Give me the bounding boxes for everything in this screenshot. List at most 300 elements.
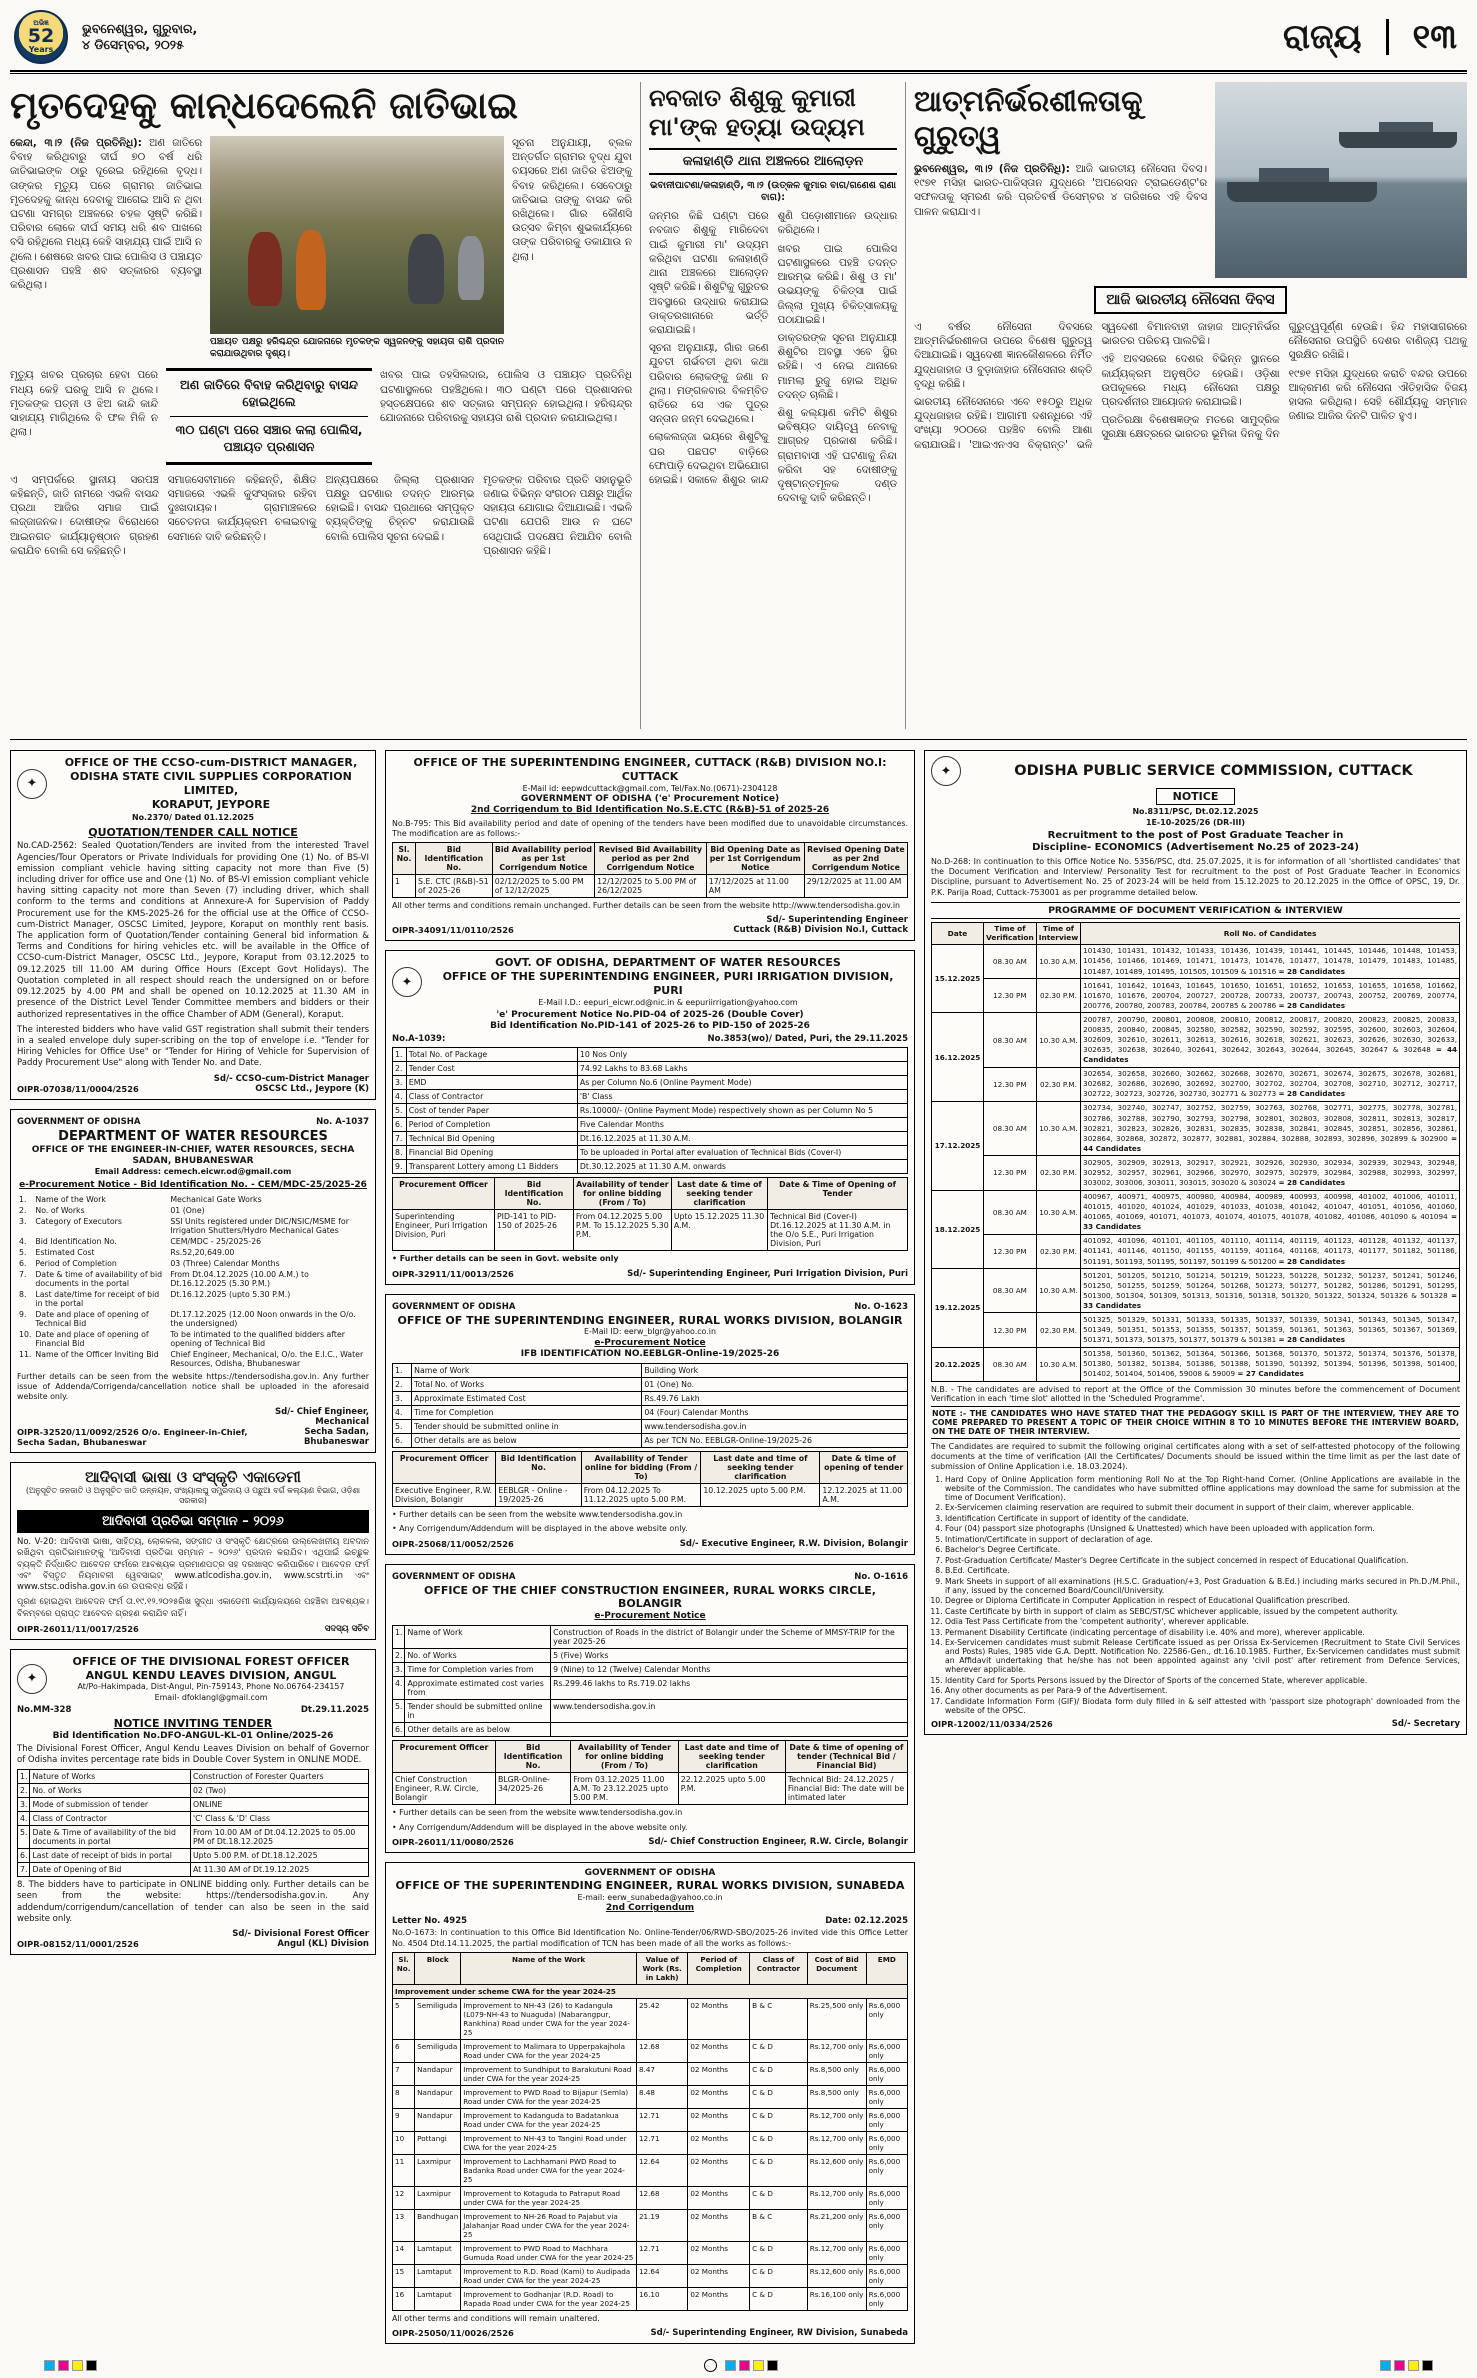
notice-opsc [924,750,1467,1734]
table-row: 10. Date and place of opening of Financial Bid To be intimated to the qualified bidders after opening of Technical Bid [19,1329,345,1348]
article1-column-4: ଖବର ପାଇ ତହସିଲଦାର, ପୋଲିସ ଓ ପଞ୍ଚାୟତ ପ୍ରତିନିଧି ଘଟଣାସ୍ଥଳରେ ପହଞ୍ଚିଥିଲେ। ୩୦ ଘଣ୍ଟା ପରେ ପ୍ରଶାସନର ହସ୍ତକ୍ଷେପରେ ଶବ ସତ୍କାର ସମ୍ପନ୍ନ ହୋଇଥିଲା। ହରିଶ୍ଚନ୍ଦ୍ର ଯୋଜନାରେ ପରିବାରକୁ ସହାୟତା ରାଶି ପ୍ରଦାନ କରାଯାଇଥିଲା। [380,369,632,424]
sunabeda-date: Date: 02.12.2025 [825,1916,908,1927]
opsc-title: ODISHA PUBLIC SERVICE COMMISSION, CUTTACK [1014,762,1413,779]
ccso-office-line1: OFFICE OF THE CCSO-cum-DISTRICT MANAGER, [64,756,358,770]
text-item: ଏ ସମ୍ପର୍କରେ ସ୍ଥାନୀୟ ସରପଞ୍ଚ କହିଛନ୍ତି, ଜାତି ନାମରେ ଏଭଳି ବାସନ୍ଦ ପ୍ରଥା ଆଜିର ସମାଜ ପାଇଁ ଲଜ୍ଜାଜନକ। ଦୋଷୀଙ୍କ ବିରୋଧରେ ଆଇନଗତ କାର୍ଯ୍ୟାନୁଷ୍ଠାନ ଗ୍ରହଣ କରାଯିବ ବୋଲି ସେ କହିଛନ୍ତି। [10,473,159,557]
puri-title2: Bid Identification No.PID-141 of 2025-26 to PID-150 of 2025-26 [490,1021,810,1032]
eic-signature: Sd/- Chief Engineer, Mechanical Secha Sadan, Bhubaneswar [274,1406,369,1447]
notice-sunabeda-corrigendum [385,1862,915,2344]
registration-color-square [725,2360,736,2371]
table-row: 4. Class of Contractor 'B' Class [393,1090,908,1104]
table-row: Improvement under scheme CWA for the year 2024-25 [393,1985,908,1999]
notice-eic-water-resources [10,1109,376,1453]
print-registration-marks [10,2359,1467,2372]
text-item: ଜନ୍ମର କିଛି ଘଣ୍ଟା ପରେ ନବଜାତ ଶିଶୁକୁ ମାରିଦେବା ପାଇଁ କୁମାରୀ ମା' ଉଦ୍ୟମ କରିଥିବା ଘଟଣା କଳାହାଣ୍ଡି ଥାନା ଅଞ୍ଚଳରେ ଆଲୋଡ଼ନ ସୃଷ୍ଟି କରିଛି। ଶିଶୁଟିକୁ ଗୁରୁତର ଅବସ୍ଥାରେ ଉଦ୍ଧାର କରାଯାଇ ଡାକ୍ତରଖାନାରେ ଭର୍ତ୍ତି କରାଯାଇଛି। [649,210,769,336]
opsc-oipr: OIPR-12002/11/0334/2526 [931,1718,1053,1729]
masthead-rule [10,70,1467,74]
table-row: 1. Name of the Work Mechanical Gate Works [19,1194,262,1204]
news-section [10,82,1467,740]
programme-row: 12.30 PM 02.30 P.M. 302905, 302909, 302913, 302917, 302921, 302926, 302930, 302934, 302939, 302943, 302948, 302952, 302957, 302961, 302966, 302970, 302975, 302979, 302984, 302988, 302993, 302997, 303002, 303006, 303011, 303015, 303020 & 303024 = 28 Candidates [932,1156,1460,1190]
opsc-docs-intro: The Candidates are required to submit the following original certificates along with a set of self-attested photocopy of the following documents at the time of verification (All the Certificates/ Documents should be issued within the time limit as per the last date of submission of Online Application i.e. 18.03.2024). [931,1441,1460,1472]
cuttack-outro: All other terms and conditions remain unchanged. Further details can be seen from the website http://www.tendersodisha.gov.in [392,901,901,911]
programme-row: 20.12.2025 08.30 AM 10.30 A.M. 501358, 501360, 501362, 501364, 501366, 501368, 501370, 501372, 501374, 501376, 501378, 501380, 501382, 501384, 501386, 501388, 501390, 501392, 501394, 501396, 501398, 501400, 501402, 501404, 501406, 59008 & 59009 = 27 Candidates [932,1347,1460,1381]
column-header: Time of Verification [984,922,1037,944]
article3-body [914,320,1467,650]
opsc-ref1: No.8311/PSC, Dt.02.12.2025 [1132,807,1259,817]
text-item: 9. Mark Sheets in support of all examinations (H.S.C. Graduation/+3, Post Graduation & B.Ed.) including marks secured in Ph.D./M.Phil., if any, issued by the concerned Board/Council/University. [945,1577,1460,1595]
column-header: Revised Opening Date as per 2nd Corrigendum Notice [804,843,907,875]
table-header-row [393,1953,908,1985]
bolangir-cce-info-table [392,1625,908,1737]
article2-body [649,209,897,729]
article1-column-3: ମୃତ୍ୟୁ ଖବର ପ୍ରଚାର ହେବା ପରେ ମଧ୍ୟ କେହି ଘରକୁ ଆସି ନ ଥିଲେ। ମୃତକଙ୍କ ପତ୍ନୀ ଓ ଝିଅ କାନ୍ଦି କାନ୍ଦି ସାହାଯ୍ୟ ମାଗିଥିଲେ ବି ଫଳ ମିଳି ନ ଥିଲା। [10,369,158,439]
table-row: 11. Name of the Officer Inviting Bid Chief Engineer, Mechanical, O/o. the E.I.C., Water Resources, Odisha, Bhubaneswar [19,1349,364,1368]
table-row: 5. Tender should be submitted online in www.tendersodisha.gov.in [393,1700,908,1723]
programme-row: 12.30 PM 02.30 P.M. 401092, 401096, 401101, 401105, 401110, 401114, 401119, 401123, 401128, 401132, 401137, 401141, 401146, 401150, 401155, 401159, 401164, 401168, 401173, 401177, 501182, 501186, 501191, 501193, 501195, 501197, 501199 & 501200 = 28 Candidates [932,1234,1460,1268]
text-item: 2. Ex-Servicemen claiming reservation are required to submit their document in support of their claim, wherever applicable. [945,1503,1460,1512]
govt-emblem-icon: ✦ [392,967,422,997]
column-header: Procurement Officer [393,1452,496,1484]
bolangir-cce-notes [392,1808,908,1833]
column-header: Bid Identification No. [496,1452,581,1484]
sunabeda-outro: All other terms and conditions will remain unaltered. [392,2314,600,2323]
table-row: Executive Engineer, R.W. Division, Bolangir EEBLGR - Online - 19/2025-26 From 04.12.2025 To 11.12.2025 upto 5.00 P.M. 10.12.2025 upto 5.00 P.M. 12.12.2025 at 11.00 A.M. [393,1484,908,1507]
table-row: 8. Financial Bid Opening To be uploaded in Portal after evaluation of Technical Bids (Cover-I) [393,1146,908,1160]
notice-adivasi-academy [10,1462,376,1640]
text-item: 4. Four (04) passport size photographs (Unsigned & Unattested) which have been uploaded with application form. [945,1524,1460,1533]
table-row: 13 Bandhugan Improvement to NH-26 Road to Pajabut via Jalahanjar Road under CWA for the year 2024-25 21.19 02 Months B & C Rs.21,200 only Rs.6,000 only [393,2210,908,2242]
sunabeda-govt: GOVERNMENT OF ODISHA [584,1867,716,1878]
angul-oipr: OIPR-08152/11/0001/2526 [17,1939,139,1950]
text-item: 17. Candidate Information Form (GIF)/ Biodata form duly filled in & self attested with 'passport size photograph' downloaded from the website of the OPSC. [945,1697,1460,1715]
notice-puri-irrigation [385,950,915,1284]
sunabeda-email: E-mail: eerw_sunabeda@yahoo.co.in [577,1892,723,1902]
puri-procurement-table [392,1177,908,1251]
registration-color-square [86,2360,97,2371]
table-row: Chief Construction Engineer, R.W. Circle, Bolangir BLGR-Online-34/2025-26 From 03.12.2025 11.00 A.M. To 23.12.2025 upto 5.00 P.M. 22.12.2025 upto 5.00 P.M. Technical Bid: 24.12.2025 / Financial Bid: The date will be intimated later [393,1773,908,1805]
text-item: ସମାଜସେବୀମାନେ କହିଛନ୍ତି, ଶିକ୍ଷିତ ସମାଜରେ ଏଭଳି କୁସଂସ୍କାର ରହିବା ଦୁଃଖଦାୟକ। ଗ୍ରାମାଞ୍ଚଳରେ ସଚେତନତା କାର୍ଯ୍ୟକ୍ରମ ଚଳାଇବାକୁ ସେମାନେ ଦାବି କରିଛନ୍ତି। [167,473,317,543]
navy-ships-photo [1215,82,1467,278]
table-header-row [393,1741,908,1773]
column-header: Block [415,1953,461,1985]
registration-color-square [753,2360,764,2371]
notice-cuttack-rb [385,750,915,941]
ship-silhouette [1339,132,1457,148]
column-header: Last date & time of seeking tender clarification [671,1178,767,1210]
table-row: 3. Category of Executors SSI Units registered under DIC/NSIC/MSME for Irrigation Shutters/Hydro Mechanical Gates [19,1216,349,1235]
table-row: 16 Lamtaput Improvement to Godhanjar (R.D. Road) to Rapada Road under CWA for the year 2024-25 16.10 02 Months C & D Rs.16,100 only Rs.6,000 only [393,2288,908,2311]
text-item: ଏ ବର୍ଷର ନୌସେନା ଦିବସରେ ଆତ୍ମନିର୍ଭରଶୀଳତା ଉପରେ ବିଶେଷ ଗୁରୁତ୍ୱ ଦିଆଯାଇଛି। ସ୍ୱଦେଶୀ ଜ୍ଞାନକୌଶଳରେ ନିର୍ମିତ ଯୁଦ୍ଧଜାହାଜ ଓ ବୁଡ଼ାଜାହାଜ ନୌସେନାର ଶକ୍ତି ବୃଦ୍ଧି କରିଛି। [914,321,1093,390]
photo-person-shape [248,232,282,306]
registration-target-icon [704,2359,717,2372]
bolangir-rwd-no: No. O-1623 [854,1301,908,1312]
eic-email: Email Address: cemech.eicwr.od@gmail.com [94,1167,292,1177]
column-header: Cost of Bid Document [807,1953,866,1985]
ship-superstructure [1379,122,1433,132]
text-item: 6. Bachelor's Degree Certificate. [945,1545,1460,1554]
article1-column-2: ସୂଚନା ଅନୁଯାୟୀ, ବ୍ଲକ ଅନ୍ତର୍ଗତ ଗ୍ରାମର ବୃଦ୍ଧ ଯୁବା ବୟସରେ ଅଣ ଜାତିର ଝିଅଙ୍କୁ ବିବାହ କରିଥିଲେ। ସେବେଠାରୁ ଜାତିଭାଇ ତାଙ୍କୁ ବାସନ୍ଦ କରି ରଖିଥିଲେ। ଗାଁର କୌଣସି ଉତ୍ସବ କିମ୍ବା ଶୁଭକାର୍ଯ୍ୟରେ ତାଙ୍କ ପରିବାରକୁ ଡକାଯାଉ ନ ଥିଲା। [512,137,632,263]
notice-bolangir-rwd [385,1294,915,1555]
text-item: ଅନ୍ୟପକ୍ଷରେ ଜିଲ୍ଲା ପ୍ରଶାସନ ପକ୍ଷରୁ ଘଟଣାର ତଦନ୍ତ ଆରମ୍ଭ ହୋଇଛି। ବାସନ୍ଦ ପ୍ରଥାରେ ସମ୍ପୃକ୍ତ ବ୍ୟକ୍ତିଙ୍କୁ ଚିହ୍ନଟ କରାଯାଉଛି ବୋଲି ପୋଲିସ ସୂଚନା ଦେଇଛି। [325,473,475,543]
article1-inset-box [166,368,372,465]
text-item: ଏହି ଅବସରରେ ଦେଶର ବିଭିନ୍ନ ସ୍ଥାନରେ କାର୍ଯ୍ୟକ୍ରମ ଅନୁଷ୍ଠିତ ହେଉଛି। ଓଡ଼ିଶା ଉପକୂଳରେ ମଧ୍ୟ ନୌସେନା ପକ୍ଷରୁ ପ୍ରଦର୍ଶନୀର ଆୟୋଜନ କରାଯାଇଛି। [1101,353,1280,409]
article2-byline: ଭବାନୀପାଟଣା/କଳାହାଣ୍ଡି, ୩।୨ (ଉତ୍କଳ କୁମାର ବାଗ/ଗଣେଶ ରାଣା ବାଗ): [649,179,897,203]
angul-title: NOTICE INVITING TENDER [113,1716,273,1730]
programme-row: 18.12.2025 08.30 AM 10.30 A.M. 400967, 400971, 400975, 400980, 400984, 400989, 400993, 400998, 401002, 401006, 401011, 401015, 401020, 401024, 401029, 401033, 401038, 401042, 401047, 401051, 401056, 401060, 401065, 401069, 401071, 401073, 401074, 401075, 401078, 401082, 401086, 401090 & 401094 = 33 Candidates [932,1190,1460,1234]
puri-info-table [392,1047,908,1174]
notice-ccso-koraput [10,750,376,1099]
opsc-nb: N.B. - The candidates are advised to report at the Office of the Commission 30 minutes before the commencement of Document Verification in each 'time slot' allotted in the 'Scheduled Programme'. [931,1384,1460,1403]
text-item: • Further details can be seen from the website www.tendersodisha.gov.in [392,1808,683,1818]
dateline [82,21,197,54]
article1-headline: ମୃତଦେହକୁ କାନ୍ଧଦେଲେନି ଜାତିଭାଇ [10,84,518,127]
table-row: 7 Nandapur Improvement to Sundhiput to Barakutuni Road under CWA for the year 2024-25 8.47 02 Months C & D Rs.8,500 only Rs.6,000 only [393,2063,908,2086]
bolangir-cce-procurement-table [392,1740,908,1805]
table-row: 1. Nature of Works Construction of Forester Quarters [18,1770,369,1784]
sunabeda-office: OFFICE OF THE SUPERINTENDING ENGINEER, RURAL WORKS DIVISION, SUNABEDA [395,1879,905,1893]
text-item: 14. Ex-Servicemen candidates must submit Release Certificate issued as per Orissa Ex-Servicemen (Recruitment to State Civil Services and Posts) Rules, 1985 vide G.A. Deptt. Notification No. 22586-Gen., dt.16.10.1985. Further, Ex-Servicemen candidates must submit an Affidavit undertaking that he/she has not been appointed against any 'civil post' after retirement from Defence Services, wherever applicable. [945,1638,1460,1674]
column-header: Procurement Officer [393,1741,496,1773]
text-item: ଖବର ପାଇ ପୋଲିସ ଘଟଣାସ୍ଥଳରେ ପହଞ୍ଚି ତଦନ୍ତ ଆରମ୍ଭ କରିଛି। ଶିଶୁ ଓ ମା' ଉଭୟଙ୍କୁ ଚିକିତ୍ସା ପାଇଁ ଜିଲ୍ଲା ମୁଖ୍ୟ ଚିକିତ୍ସାଳୟକୁ ପଠାଯାଇଛି। [777,242,897,326]
tender-column-middle [385,750,915,2353]
text-item: ୧୯୭୧ ମସିହା ଯୁଦ୍ଧରେ କରାଚି ବନ୍ଦର ଉପରେ ଆକ୍ରମଣ କରି ନୌସେନା ଐତିହାସିକ ବିଜୟ ହାସଲ କରିଥିଲା। ସେହି ଶୌର୍ଯ୍ୟକୁ ସମ୍ମାନ ଜଣାଇ ଆଜିର ଦିନଟି ପାଳିତ ହୁଏ। [1288,367,1467,423]
table-row: 5. Date & Time of availability of the bid documents in portal From 10.00 AM of Dt.04.12.2025 to 05.00 PM of Dt.18.12.2025 [18,1826,369,1849]
navy-day-box-title: ଆଜି ଭାରତୀୟ ନୌସେନା ଦିବସ [1094,286,1286,314]
article-newborn [640,82,906,729]
text-item: 7. Post-Graduation Certificate/ Master's Degree Certificate in the subject concerned in respect of Educational Qualification. [945,1556,1460,1565]
ccso-oipr: OIPR-07038/11/0004/2526 [17,1083,139,1094]
puri-govt: GOVT. OF ODISHA, DEPARTMENT OF WATER RESOURCES [495,956,841,970]
angul-signature: Sd/- Divisional Forest Officer Angul (KL) Division [232,1929,369,1950]
angul-subtitle: Bid Identification No.DFO-ANGUL-KL-01 Online/2025-26 [52,1730,334,1741]
column-header: Class of Contractor [750,1953,808,1985]
table-row: 5. Tender should be submitted online in www.tendersodisha.gov.in [393,1420,908,1434]
text-item: 15. Identity Card for Sports Persons issued by the Director of Sports of the concerned State, wherever applicable. [945,1676,1460,1685]
table-row: 9. Date and place of opening of Technical Bid Dt.17.12.2025 (12.00 Noon onwards in the O/o. the undersigned) [19,1309,356,1328]
table-header-row [393,1452,908,1484]
article3-byline: ଭୁବନେଶ୍ୱର, ୩।୨ (ନିଜ ପ୍ରତିନିଧି): [914,163,1070,175]
article3-lead [914,162,1207,219]
bolangir-cce-oipr: OIPR-26011/11/0080/2526 [392,1836,514,1847]
text-item: The interested bidders who have valid GST registration shall submit their tenders in a sealed envelope duly super-scribing on the top of envelope i.e. "Tender for Hiring Vehicles for Office Use" or "Tender for Hiring of Vehicle for Supervision of Paddy Procurement Use" along with Tender No. and Date. [17,1024,369,1069]
table-row: 8 Nandapur Improvement to PWD Road to Bijapur (Semla) Road under CWA for the year 2024-25 8.48 02 Months C & D Rs.8,500 only Rs.6,000 only [393,2086,908,2109]
article3-lead-text: ଆଜି ଭାରତୀୟ ନୌସେନା ଦିବସ। ୧୯୭୧ ମସିହା ଭାରତ-ପାକିସ୍ତାନ ଯୁଦ୍ଧରେ 'ଅପରେସନ ଟ୍ରାଇଡେଣ୍ଟ'ର ସଫଳତାକୁ ସ୍ମରଣ କରି ପ୍ରତିବର୍ଷ ଡିସେମ୍ବର ୪ ତାରିଖରେ ଏହି ଦିବସ ପାଳନ କରାଯାଏ। [914,163,1207,218]
table-row: 7. Date & time of availability of bid documents in the portal From Dt.04.12.2025 (10.00 A.M.) to Dt.16.12.2025 (5.30 P.M.) [19,1269,309,1288]
programme-row: 12.30 PM 02.30 P.M. 302654, 302658, 302660, 302662, 302668, 302670, 302671, 302674, 302675, 302678, 302681, 302682, 302686, 302690, 302692, 302700, 302702, 302704, 302708, 302710, 302712, 302717, 302722, 302723, 302726, 302730, 302771 & 302773 = 28 Candidates [932,1067,1460,1101]
opsc-intro: No.D-268: In continuation to this Office Notice No. 5356/PSC, dtd. 25.07.2025, it is for information of all 'shortlisted candidates' that the Document Verification and Interview/ Personality Test for recruitment to the post of Post Graduate Teacher in Economics Discipline, pursuant to Advertisement No. 25 of 2023-24 will be held from 15.12.2025 to 20.12.2025 in the Office of OPSC, 19, Dr. P.K. Parija Road, Cuttack-753001 as per programme detailed below. [931,856,1460,897]
text-item: 5. Intimation/Certificate in support of declaration of age. [945,1535,1460,1544]
table-row: 5 Semiliguda Improvement to NH-43 (26) to Kadangula (L079-NH-43 to Nuaguda) (Nabarangpur, Rankhina) Road under CWA for the year 2024-25 25.42 02 Months B & C Rs.25,500 only Rs.6,000 only [393,1999,908,2040]
photo-person-shape [458,236,484,300]
table-row: 1 S.E. CTC (R&B)-51 of 2025-26 02/12/2025 to 5.00 PM of 12/12/2025 12/12/2025 to 5.00 PM of 26/12/2025 17/12/2025 at 11.00 AM 29/12/2025 at 11.00 AM [393,875,908,898]
forest-emblem-icon: ✦ [17,1664,47,1694]
cmyk-marks-left [44,2360,97,2371]
table-row: 4. Time for Completion 04 (Four) Calendar Months [393,1406,908,1420]
opsc-note-caps: NOTE :- THE CANDIDATES WHO HAVE STATED THAT THE PEDAGOGY SKILL IS PART OF THE INTERVIEW, THEY ARE TO COME PREPARED TO PRESENT A TOPIC OF THEIR CHOICE WITHIN 8 TO 10 MINUTES BEFORE THE INTERVIEW BOARD, ON THE DATE OF THEIR INTERVIEW. [931,1406,1460,1439]
table-row: 3. Approximate Estimated Cost Rs.49.76 Lakh [393,1392,908,1406]
ccso-ref: No.2370/ Dated 01.12.2025 [132,813,254,823]
opsc-ref2: 1E-10-2025/26 (DR-III) [1146,817,1245,827]
angul-email: Email- dfoklangl@gmail.com [154,1692,268,1702]
bolangir-cce-signature: Sd/- Chief Construction Engineer, R.W. Circle, Bolangir [648,1836,908,1847]
adivasi-oipr: OIPR-26011/11/0017/2526 [17,1623,139,1634]
registration-color-square [44,2360,55,2371]
adivasi-body [17,1537,369,1620]
table-header-row [393,843,908,875]
oscsc-emblem-icon: ✦ [17,769,47,799]
adivasi-title: ଆଦିବାସୀ ଭାଷା ଓ ସଂସ୍କୃତି ଏକାଡେମୀ [85,1467,301,1486]
photo-person-shape [296,230,326,310]
article1-photo-figure [210,136,504,360]
ccso-body [17,841,369,1069]
funeral-photo [210,136,504,334]
article3-headline: ଆତ୍ମନିର୍ଭରଶୀଳତାକୁ ଗୁରୁତ୍ୱ [914,84,1143,153]
table-row: 15 Lamtaput Improvement to R.D. Road (Kami) to Audipada Road under CWA for the year 2024-25 12.64 02 Months C & D Rs.12,600 only Rs.6,000 only [393,2265,908,2288]
table-row: 9. Transparent Lottery among L1 Bidders Dt.30.12.2025 at 11.30 A.M. onwards [393,1160,908,1174]
angul-ref-no: No.MM-328 [17,1704,72,1715]
column-header: Revised Bid Availability period as per 2nd Corrigendum Notice [595,843,707,875]
opsc-emblem-icon: ✦ [931,756,961,786]
ship-silhouette [1227,182,1377,202]
puri-no: No.A-1039: [392,1034,446,1045]
text-item: No. V-20: ଆଦିବାସୀ ଭାଷା, ସାହିତ୍ୟ, ଲୋକକଳା, ସଙ୍ଗୀତ ଓ ସଂସ୍କୃତି କ୍ଷେତ୍ରରେ ଉଲ୍ଲେଖନୀୟ ଅବଦାନ ରଖିଥିବା ପ୍ରତିଭାମାନଙ୍କୁ 'ଆଦିବାସୀ ପ୍ରତିଭା ସମ୍ମାନ – ୨୦୨୬' ପ୍ରଦାନ କରାଯିବ। ଏଥିପାଇଁ ଇଚ୍ଛୁକ ବ୍ୟକ୍ତି ନିର୍ଦ୍ଧାରିତ ଆବେଦନ ଫର୍ମରେ ଆବଶ୍ୟକ ପ୍ରମାଣପତ୍ର ସହ ଦରଖାସ୍ତ କରିପାରିବେ। ଆବେଦନ ଫର୍ମ ଏବଂ ବିସ୍ତୃତ ନିୟମାବଳୀ ୱେବସାଇଟ୍ www.atlcodisha.gov.in, www.scstrti.in ଏବଂ www.stsc.odisha.gov.in ରେ ଉପଲବ୍ଧ ରହିଛି। [17,1537,369,1593]
programme-row: 16.12.2025 08.30 AM 10.30 A.M. 200787, 200790, 200801, 200808, 200810, 200812, 200817, 200820, 200823, 200825, 200833, 200835, 200840, 200845, 302580, 302582, 302590, 302592, 302595, 302600, 302603, 302604, 302609, 302610, 302611, 302613, 302616, 302618, 302621, 302623, 302626, 302630, 302633, 302635, 302638, 302640, 302641, 302642, 302643, 302644, 302645, 302647 & 302648 = 44 Candidates [932,1013,1460,1067]
table-row: 3. Time for Completion varies from 9 (Nine) to 12 (Twelve) Calendar Months [393,1663,908,1677]
column-header: Sl. No. [393,843,416,875]
bolangir-cce-no: No. O-1616 [854,1571,908,1582]
section-name: ରାଜ୍ୟ [1282,17,1362,57]
column-header: Date & time of opening of tender (Technical Bid / Financial Bid) [785,1741,907,1773]
column-header: Time of Interview [1036,922,1080,944]
article3-left [914,82,1207,278]
cuttack-oipr: OIPR-34091/11/0110/2526 [392,925,514,936]
text-item: ପ୍ରତିରକ୍ଷା ବିଶେଷଜ୍ଞଙ୍କ ମତରେ ସାମୁଦ୍ରିକ ସୁରକ୍ଷା କ୍ଷେତ୍ରରେ ଭାରତର ଭୂମିକା ଦିନକୁ ଦିନ ଗୁରୁତ୍ୱପୂର୍ଣ୍ଣ ହେଉଛି। ହିନ୍ଦ ମହାସାଗରରେ ନୌସେନାର ଉପସ୍ଥିତି ଦେଶର ବାଣିଜ୍ୟ ପଥକୁ ସୁରକ୍ଷିତ ରଖିଛି। [1101,321,1467,441]
text-item: ମୃତକଙ୍କ ପରିବାର ପ୍ରତି ସହାନୁଭୂତି ଜଣାଇ ବିଭିନ୍ନ ସଂଗଠନ ପକ୍ଷରୁ ଆର୍ଥିକ ସହାୟତା ଯୋଗାଇ ଦିଆଯାଇଛି। ଏଭଳି ଘଟଣା ଯେପରି ଆଉ ନ ଘଟେ ସେଥିପାଇଁ ପଦକ୍ଷେପ ନିଆଯିବ ବୋଲି ପ୍ରଶାସନ କହିଛି। [483,473,632,557]
table-row: 3. Mode of submission of tender ONLINE [18,1798,369,1812]
column-header: Availability of tender for online bidding (From / To) [573,1178,671,1210]
text-item: 8. B.Ed. Certificate. [945,1566,1460,1575]
column-header: Bid Availability period as per 1st Corrigendum Notice [492,843,594,875]
angul-ref-date: Dt.29.11.2025 [300,1704,369,1715]
opsc-notice-label: NOTICE [1156,788,1236,805]
text-item: ଶିଶୁ କଲ୍ୟାଣ କମିଟି ଶିଶୁର ଭବିଷ୍ୟତ ଦାୟିତ୍ୱ ନେବାକୁ ଆଗ୍ରହ ପ୍ରକାଶ କରିଛି। ଗ୍ରାମବାସୀ ଏହି ଘଟଣାକୁ ନିନ୍ଦା କରିବା ସହ ଦୋଷୀଙ୍କୁ ଦୃଷ୍ଟାନ୍ତମୂଳକ ଦଣ୍ଡ ଦେବାକୁ ଦାବି କରିଛନ୍ତି। [777,406,897,505]
opsc-programme-title: PROGRAMME OF DOCUMENT VERIFICATION & INTERVIEW [931,902,1460,919]
masthead-divider [1386,19,1389,55]
table-row: 6. Other details are as below [393,1723,908,1737]
programme-row: 12.30 PM 02.30 P.M. 501325, 501329, 501331, 501333, 501335, 501337, 501339, 501341, 501343, 501345, 501347, 501349, 501351, 501353, 501355, 501357, 501359, 501361, 501363, 501365, 501367, 501369, 501371, 501373, 501375, 501377, 501379 & 501381 = 28 Candidates [932,1313,1460,1347]
column-header: Last date and time of seeking tender clarification [678,1741,785,1773]
text-item: 11. Caste Certificate by birth in support of claim as SEBC/ST/SC whichever applicable, issued by the competent authority. [945,1607,1460,1616]
photo-person-shape [408,234,444,304]
text-item: • Any Corrigendum/Addendum will be displayed in the above website only. [392,1822,688,1832]
text-item: • Further details can be seen from the website www.tendersodisha.gov.in [392,1510,683,1520]
table-row: 4. Approximate estimated cost varies from Rs.299.46 lakhs to Rs.719.02 lakhs [393,1677,908,1700]
column-header: Sl. No. [393,1953,415,1985]
adivasi-signature: ସଦସ୍ୟ ସଚିବ [324,1623,369,1634]
sunabeda-oipr: OIPR-25050/11/0026/2526 [392,2328,514,2339]
angul-info-table [17,1769,369,1877]
eic-dept-title: DEPARTMENT OF WATER RESOURCES [58,1128,328,1144]
column-header: Availability of Tender for online bidding (From / To) [571,1741,679,1773]
inset-line-2: ୩୦ ଘଣ୍ଟା ପରେ ସଞ୍ଚାର କଲା ପୋଲିସ, ପଞ୍ଚାୟତ ପ୍ରଶାସନ [175,422,363,454]
newspaper-anniversary-logo [14,10,68,64]
column-header: Bid Identification No. [416,843,493,875]
table-row: 1. Total No. of Package 10 Nos Only [393,1048,908,1062]
column-header: Availability of Tender online for bidding (From / To) [581,1452,701,1484]
puri-oipr: OIPR-32911/11/0013/2526 [392,1268,514,1279]
sunabeda-signature: Sd/- Superintending Engineer, RW Division, Sunabeda [650,2328,908,2339]
inset-divider [170,416,368,417]
eic-title: e-Procurement Notice - Bid Identification No. - CEM/MDC-25/2025-26 [19,1179,367,1190]
sunabeda-intro: No.O-1673: In continuation to this Office Bid Identification No. Online-Tender/06/RWD-SBO/2025-26 invited vide this Office Letter No. 4504 Dtd.14.11.2025, the partial modification of TCN has been made of all the works as follows:- [392,1928,908,1948]
bolangir-rwd-subtitle: IFB IDENTIFICATION NO.EEBLGR-Online-19/2025-26 [520,1348,780,1359]
angul-office-line2: ANGUL KENDU LEAVES DIVISION, ANGUL [85,1668,337,1682]
bolangir-rwd-govt: GOVERNMENT OF ODISHA [392,1301,516,1312]
table-row: 4. Bid Identification No. CEM/MDC - 25/2025-26 [19,1236,262,1246]
programme-row: 17.12.2025 08.30 AM 10.30 A.M. 302734, 302740, 302747, 302752, 302759, 302763, 302768, 302771, 302775, 302778, 302781, 302786, 302788, 302790, 302793, 302798, 302801, 302803, 302808, 302811, 302813, 302817, 302821, 302823, 302826, 302831, 302835, 302838, 302841, 302845, 302851, 302856, 302861, 302864, 302868, 302872, 302877, 302881, 302884, 302888, 302893, 302896, 302899 & 302900 = 44 Candidates [932,1101,1460,1155]
bolangir-rwd-signature: Sd/- Executive Engineer, R.W. Division, Bolangir [679,1538,908,1549]
notice-bolangir-cce [385,1564,915,1853]
registration-color-square [72,2360,83,2371]
page-number: ୧୩ [1412,17,1457,57]
column-header: Procurement Officer [393,1178,495,1210]
eic-info-table [17,1194,369,1369]
table-row: 1. Name of Work Construction of Roads in the district of Bolangir under the Scheme of MMSY-TRIP for the year 2025-26 [393,1626,908,1649]
opsc-document-list [931,1475,1460,1715]
text-item: ଭାରତୀୟ ନୌସେନାରେ ଏବେ ୧୫୦ରୁ ଅଧିକ ଯୁଦ୍ଧଜାହାଜ ରହିଛି। ଆଗାମୀ ଦଶନ୍ଧିରେ ଏହି ସଂଖ୍ୟା ୨୦୦ରେ ପହଞ୍ଚିବ ବୋଲି ଆଶା କରାଯାଉଛି। 'ଆଇଏନଏସ ବିକ୍ରାନ୍ତ' ଭଳି ସ୍ୱଦେଶୀ ବିମାନବାହୀ ଜାହାଜ ଆତ୍ମନିର୍ଭର ଭାରତର ପରିଚୟ ପାଲଟିଛି। [914,321,1280,451]
opsc-programme-header-row [932,922,1460,944]
sunabeda-letter-no: Letter No. 4925 [392,1916,468,1927]
ship-superstructure [1259,168,1329,182]
bolangir-cce-govt: GOVERNMENT OF ODISHA [392,1571,516,1582]
bolangir-rwd-info-table [392,1363,908,1448]
table-row: Superintending Engineer, Puri Irrigation Division, Puri PID-141 to PID-150 of 2025-26 From 04.12.2025 5.00 P.M. To 15.12.2025 5.30 P.M. Upto 15.12.2025 11.30 A.M. Technical Bid (Cover-I) Dt.16.12.2025 at 11.30 A.M. in the O/o S.E., Puri Irrigation Division, Puri [393,1210,908,1251]
text-item: 3. Identification Certificate in support of identity of the candidate. [945,1514,1460,1523]
ccso-office-line3: KORAPUT, JEYPORE [151,797,271,811]
article2-headline: ନବଜାତ ଶିଶୁକୁ କୁମାରୀ ମା'ଙ୍କ ହତ୍ୟା ଉଦ୍ୟମ [649,84,865,141]
text-item: ଡାକ୍ତରଙ୍କ ସୂଚନା ଅନୁଯାୟୀ ଶିଶୁଟିର ଅବସ୍ଥା ଏବେ ସ୍ଥିର ରହିଛି। ଏ ନେଇ ଥାନାରେ ମାମଲା ରୁଜୁ ହୋଇ ଅଧିକ ତଦନ୍ତ ଚାଲିଛି। [777,331,897,401]
text-item: 1. Hard Copy of Online Application form mentioning Roll No at the Top Right-hand Corner. (Online Applications are available in the website of the Commission. The candidates who have submitted offline applications may download the same for submission at the time of Document Verification). [945,1475,1460,1502]
article1-column-1 [10,136,202,360]
column-header: Date [932,922,984,944]
tender-section [10,750,1467,2353]
dateline-date: ୪ ଡିସେମ୍ବର, ୨୦୨୫ [82,37,184,52]
programme-row: 15.12.2025 08.30 AM 10.30 A.M. 101430, 101431, 101432, 101433, 101436, 101439, 101441, 101445, 101446, 101448, 101453, 101456, 101466, 101469, 101471, 101473, 101476, 101477, 101478, 101479, 101483, 101485, 101487, 101489, 101495, 101505, 101509 & 101516 = 28 Candidates [932,944,1460,978]
table-row: 2. No. of Works 02 (Two) [18,1784,369,1798]
sunabeda-works-table [392,1952,908,2311]
eic-number: No. A-1037 [316,1116,369,1127]
programme-row: 19.12.2025 08.30 AM 10.30 A.M. 501201, 501205, 501210, 501214, 501219, 501223, 501228, 501232, 501237, 501241, 501246, 501250, 501255, 501259, 501264, 501268, 501273, 501277, 501282, 501286, 501291, 501295, 501300, 501304, 501309, 501313, 501316, 501318, 501320, 501322, 501324, 501326 & 501328 = 33 Candidates [932,1269,1460,1313]
inset-line-1: ଅଣ ଜାତିରେ ବିବାହ କରିଥିବାରୁ ବାସନ୍ଦ ହୋଇଥିଲେ [180,377,358,410]
cuttack-intro: No.B-795: This Bid availability period and date of opening of the tenders have been modified due to unavoidable circumstances. The modification are as follows:- [392,818,908,838]
table-row: 9 Nandapur Improvement to Kadanguda to Badatankua Road under CWA for the year 2024-25 12.71 02 Months C & D Rs.12,700 only Rs.6,000 only [393,2109,908,2132]
opsc-programme-table [931,922,1460,1382]
bolangir-rwd-office: OFFICE OF THE SUPERINTENDING ENGINEER, RURAL WORKS DIVISION, BOLANGIR [397,1313,903,1327]
puri-outro: • Further details can be seen in Govt. website only [392,1254,619,1264]
column-header: Roll No. of Candidates [1081,922,1460,944]
column-header: Name of the Work [461,1953,637,1985]
table-row: 3. EMD As per Column No.6 (Online Payment Mode) [393,1076,908,1090]
eic-office: OFFICE OF THE ENGINEER-IN-CHIEF, WATER RESOURCES, SECHA SADAN, BHUBANESWAR [31,1144,355,1167]
table-row: 2. Tender Cost 74.92 Lakhs to 83.68 Lakhs [393,1062,908,1076]
table-row: 6. Period of Completion Five Calendar Months [393,1118,908,1132]
table-row: 6. Other details are as below As per TCN No. EEBLGR-Online-19/2025-26 [393,1434,908,1448]
column-header: Last date and time of seeking tender clarification [701,1452,820,1484]
adivasi-subtitle: (ଅନୁସୂଚିତ ଜନଜାତି ଓ ଅନୁସୂଚିତ ଜାତି ଉନ୍ନୟନ, ସଂଖ୍ୟାଲଘୁ ସମ୍ପ୍ରଦାୟ ଓ ପଛୁଆ ବର୍ଗ କଲ୍ୟାଣ ବିଭାଗ, ଓଡ଼ିଶା ସରକାର) [25,1485,361,1505]
table-row: 2. Total No. of Works 01 (One) No. [393,1378,908,1392]
table-row: 4. Class of Contractor 'C' Class & 'D' Class [18,1812,369,1826]
column-header: EMD [866,1953,907,1985]
puri-signature: Sd/- Superintending Engineer, Puri Irrigation Division, Puri [627,1268,908,1279]
table-header-row [393,1178,908,1210]
logo-years-number: 52 [27,25,55,47]
article1-bottom-columns [10,473,632,713]
ccso-title: QUOTATION/TENDER CALL NOTICE [88,825,298,839]
puri-ref: No.3853(wo)/ Dated, Puri, the 29.11.2025 [707,1034,908,1045]
puri-email: E-Mail I.D.: eepuri_eicwr.od@nic.in & eepuriirrigation@yahoo.com [538,997,798,1007]
sunabeda-title: 2nd Corrigendum [605,1903,695,1914]
table-row: 5. Estimated Cost Rs.52,20,649.00 [19,1247,235,1257]
table-row: 7. Technical Bid Opening Dt.16.12.2025 at 11.30 A.M. [393,1132,908,1146]
article1-byline: କେନ୍ଦା, ୩।୨ (ନିଜ ପ୍ରତିନିଧି): [10,137,142,149]
column-header: Bid Identification No. [494,1178,573,1210]
dateline-city-day: ଭୁବନେଶ୍ୱର, ଗୁରୁବାର, [82,20,198,36]
registration-color-square [1408,2360,1419,2371]
adivasi-award-banner: ଆଦିବାସୀ ପ୍ରତିଭା ସମ୍ମାନ – ୨୦୨୬ [17,1510,369,1533]
cuttack-email: E-Mail id: eepwdcuttack@gmail.com, Tel/Fax.No.(0671)-2304128 [522,783,778,793]
text-item: 16. Any other documents as per Para-9 of the Advertisement. [945,1686,1460,1695]
cmyk-marks-center [699,2359,778,2372]
registration-color-square [1422,2360,1433,2371]
cuttack-govt: GOVERNMENT OF ODISHA ('e' Procurement Notice) [520,794,780,805]
registration-color-square [739,2360,750,2371]
column-header: Bid Identification No. [495,1741,570,1773]
notice-angul-forest [10,1649,376,1955]
article1-photo-caption: ପଞ୍ଚାୟତ ପକ୍ଷରୁ ହରିଶ୍ଚନ୍ଦ୍ର ଯୋଜନାରେ ମୃତକଙ୍କ ସ୍ୱଜନଙ୍କୁ ସହାୟତା ରାଶି ପ୍ରଦାନ କରାଯାଉଥିବାର ଦୃଶ୍ୟ। [210,337,504,359]
article2-subhead: କଳାହାଣ୍ଡି ଥାନା ଅଞ୍ଚଳରେ ଆଲୋଡ଼ନ [649,148,897,175]
table-row: 12 Laxmipur Improvement to Kotaguda to Patraput Road under CWA for the year 2024-25 12.68 02 Months C & D Rs.12,700 only Rs.6,000 only [393,2187,908,2210]
opsc-recruitment-line1: Recruitment to the post of Post Graduate Teacher in [1047,829,1344,841]
registration-color-square [1380,2360,1391,2371]
puri-office: OFFICE OF THE SUPERINTENDING ENGINEER, PURI IRRIGATION DIVISION, PURI [442,970,894,997]
table-row: 11 Laxmipur Improvement to Lachhamani PWD Road to Badanka Road under CWA for the year 2024-25 12.64 02 Months C & D Rs.12,600 only Rs.6,000 only [393,2155,908,2187]
text-item: • Any Corrigendum/Addendum will be displayed in the above website only. [392,1524,688,1534]
tender-column-right [924,750,1467,1743]
table-row: 1. Name of Work Building Work [393,1364,908,1378]
bolangir-rwd-procurement-table [392,1451,908,1507]
programme-row: 12.30 PM 02.30 P.M. 101641, 101642, 101643, 101645, 101650, 101651, 101652, 101653, 101655, 101658, 101662, 101670, 101676, 200704, 200727, 200728, 200733, 200737, 200743, 200752, 200769, 200774, 200776, 200780, 200783, 200784, 200785 & 200786 = 28 Candidates [932,979,1460,1013]
cuttack-office: OFFICE OF THE SUPERINTENDING ENGINEER, CUTTACK (R&B) DIVISION NO.I: CUTTACK [413,756,887,784]
table-row: 5. Cost of tender Paper Rs.10000/- (Online Payment Mode) respectively shown as per Column No 5 [393,1104,908,1118]
cuttack-title: 2nd Corrigendum to Bid Identification No.S.E.CTC (R&B)-51 of 2025-26 [470,805,830,816]
column-header: Date & time of opening of tender [820,1452,908,1484]
bolangir-cce-title: e-Procurement Notice [594,1611,706,1622]
eic-govt: GOVERNMENT OF ODISHA [17,1116,141,1127]
text-item: ପୂରଣ ହୋଇଥିବା ଆବେଦନ ଫର୍ମ ତା.୧୯.୧୨.୨୦୨୫ରିଖ ସୁଦ୍ଧା ଏକାଡେମୀ କାର୍ଯ୍ୟାଳୟରେ ପହଞ୍ଚିବା ଆବଶ୍ୟକ। ବିଳମ୍ବରେ ପ୍ରାପ୍ତ ଆବେଦନ ଗ୍ରହଣ କରାଯିବ ନାହିଁ। [17,1597,369,1619]
cmyk-marks-right [1380,2360,1433,2371]
text-item: 10. Degree or Diploma Certificate in Computer Application in respect of Educational Qualification prescribed. [945,1596,1460,1605]
angul-office-line1: OFFICE OF THE DIVISIONAL FOREST OFFICER [72,1654,350,1668]
puri-title1: 'e' Procurement Notice No.PID-04 of 2025-26 (Double Cover) [496,1009,804,1020]
table-row: 7. Date of Opening of Bid At 11.30 AM of Dt.19.12.2025 [18,1863,369,1877]
table-row: 8. Last date/time for receipt of bid in the portal Dt.16.12.2025 (upto 5.30 P.M.) [19,1289,291,1308]
table-row: 6. Period of Completion 03 (Three) Calendar Months [19,1258,280,1268]
table-row: 10 Pottangi Improvement to NH-43 to Tangini Road under CWA for the year 2024-25 12.71 02 Months C & D Rs.12,700 only Rs.6,000 only [393,2132,908,2155]
logo-years-label: Years [28,45,54,54]
masthead [10,8,1467,70]
article-caste-brothers [10,82,640,729]
bolangir-rwd-notes [392,1510,908,1535]
